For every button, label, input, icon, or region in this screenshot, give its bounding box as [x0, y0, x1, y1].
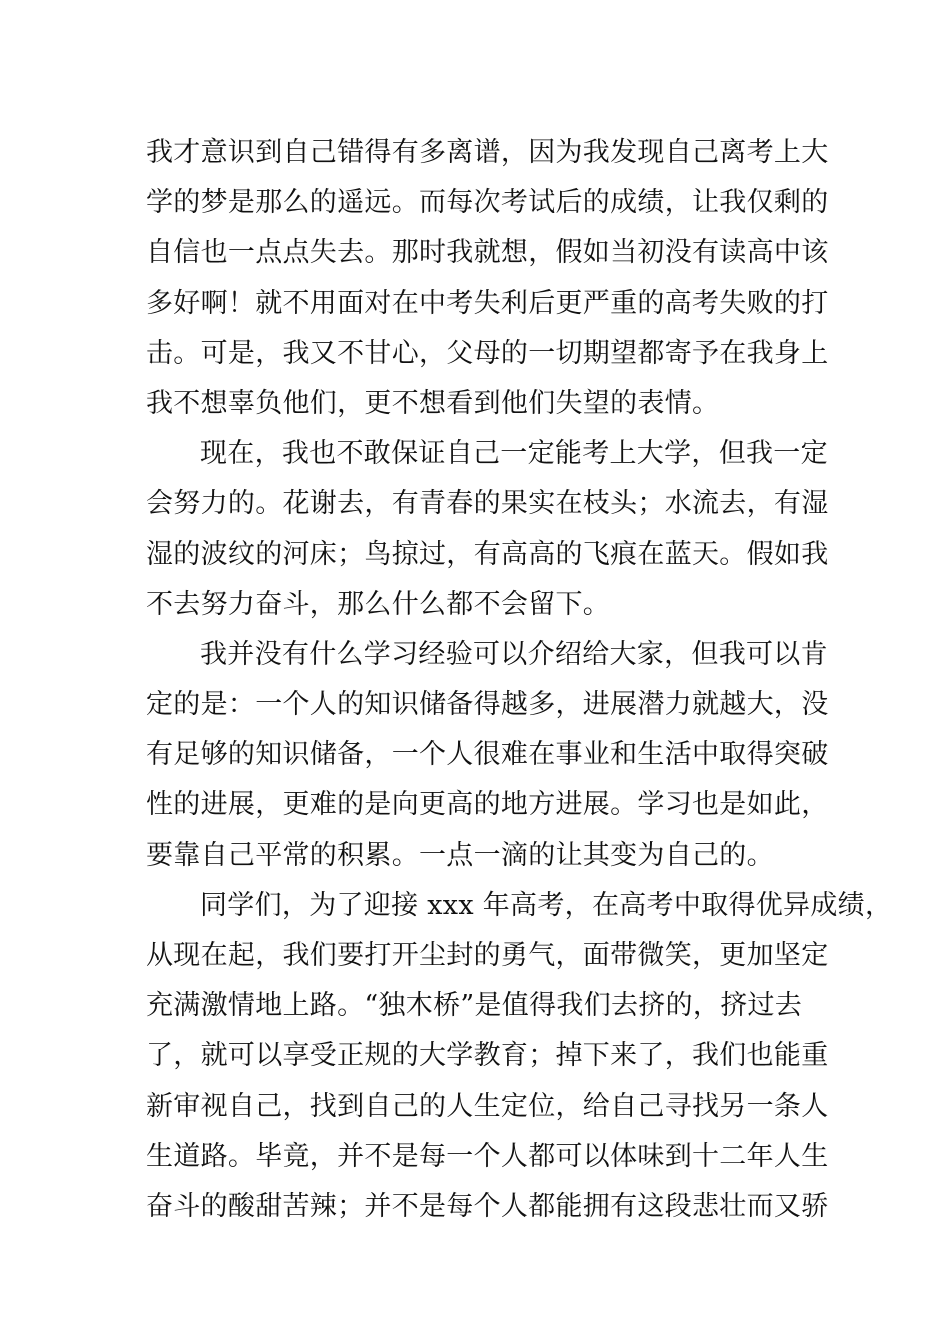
text-line: 要靠自己平常的积累。一点一滴的让其变为自己的。: [146, 839, 774, 871]
text-line: 自信也一点点失去。那时我就想，假如当初没有读高中该: [146, 237, 829, 269]
text-line: 充满激情地上路。“独木桥”是值得我们去挤的，挤过去: [146, 990, 803, 1022]
document-body: [146, 128, 893, 1232]
text-line: 多好啊！就不用面对在中考失利后更严重的高考失败的打: [146, 287, 829, 319]
text-line: 有足够的知识储备，一个人很难在事业和生活中取得突破: [146, 739, 829, 771]
text-line: 从现在起，我们要打开尘封的勇气，面带微笑，更加坚定: [146, 940, 829, 971]
text-line: 会努力的。花谢去，有青春的果实在枝头；水流去，有湿: [146, 488, 829, 520]
text-line: 性的进展，更难的是向更高的地方进展。学习也是如此，: [146, 789, 829, 821]
text-line: 学的梦是那么的遥远。而每次考试后的成绩，让我仅剩的: [146, 187, 829, 219]
text-line: 湿的波纹的河床；鸟掠过，有高高的飞痕在蓝天。假如我: [146, 538, 829, 570]
text-line: 定的是：一个人的知识储备得越多，进展潜力就越大，没: [146, 689, 829, 721]
text-line: 奋斗的酸甜苦辣；并不是每个人都能拥有这段悲壮而又骄: [146, 1190, 829, 1222]
text-line: 击。可是，我又不甘心，父母的一切期望都寄予在我身上: [146, 337, 829, 369]
text-line: 我才意识到自己错得有多离谱，因为我发现自己离考上大: [146, 137, 829, 168]
text-line: 我不想辜负他们，更不想看到他们失望的表情。: [146, 387, 720, 419]
text-line: 新审视自己，找到自己的人生定位，给自己寻找另一条人: [146, 1090, 829, 1122]
paragraph-first-line: 现在，我也不敢保证自己一定能考上大学，但我一定: [200, 438, 828, 470]
text-line: 生道路。毕竟，并不是每一个人都可以体味到十二年人生: [146, 1140, 829, 1172]
paragraph-first-line: 同学们，为了迎接 xxx 年高考，在高考中取得优异成绩，: [200, 889, 893, 921]
paragraph-first-line: 我并没有什么学习经验可以介绍给大家，但我可以肯: [200, 638, 828, 670]
text-line: 了，就可以享受正规的大学教育；掉下来了，我们也能重: [146, 1040, 829, 1072]
text-line: 不去努力奋斗，那么什么都不会留下。: [146, 588, 611, 620]
